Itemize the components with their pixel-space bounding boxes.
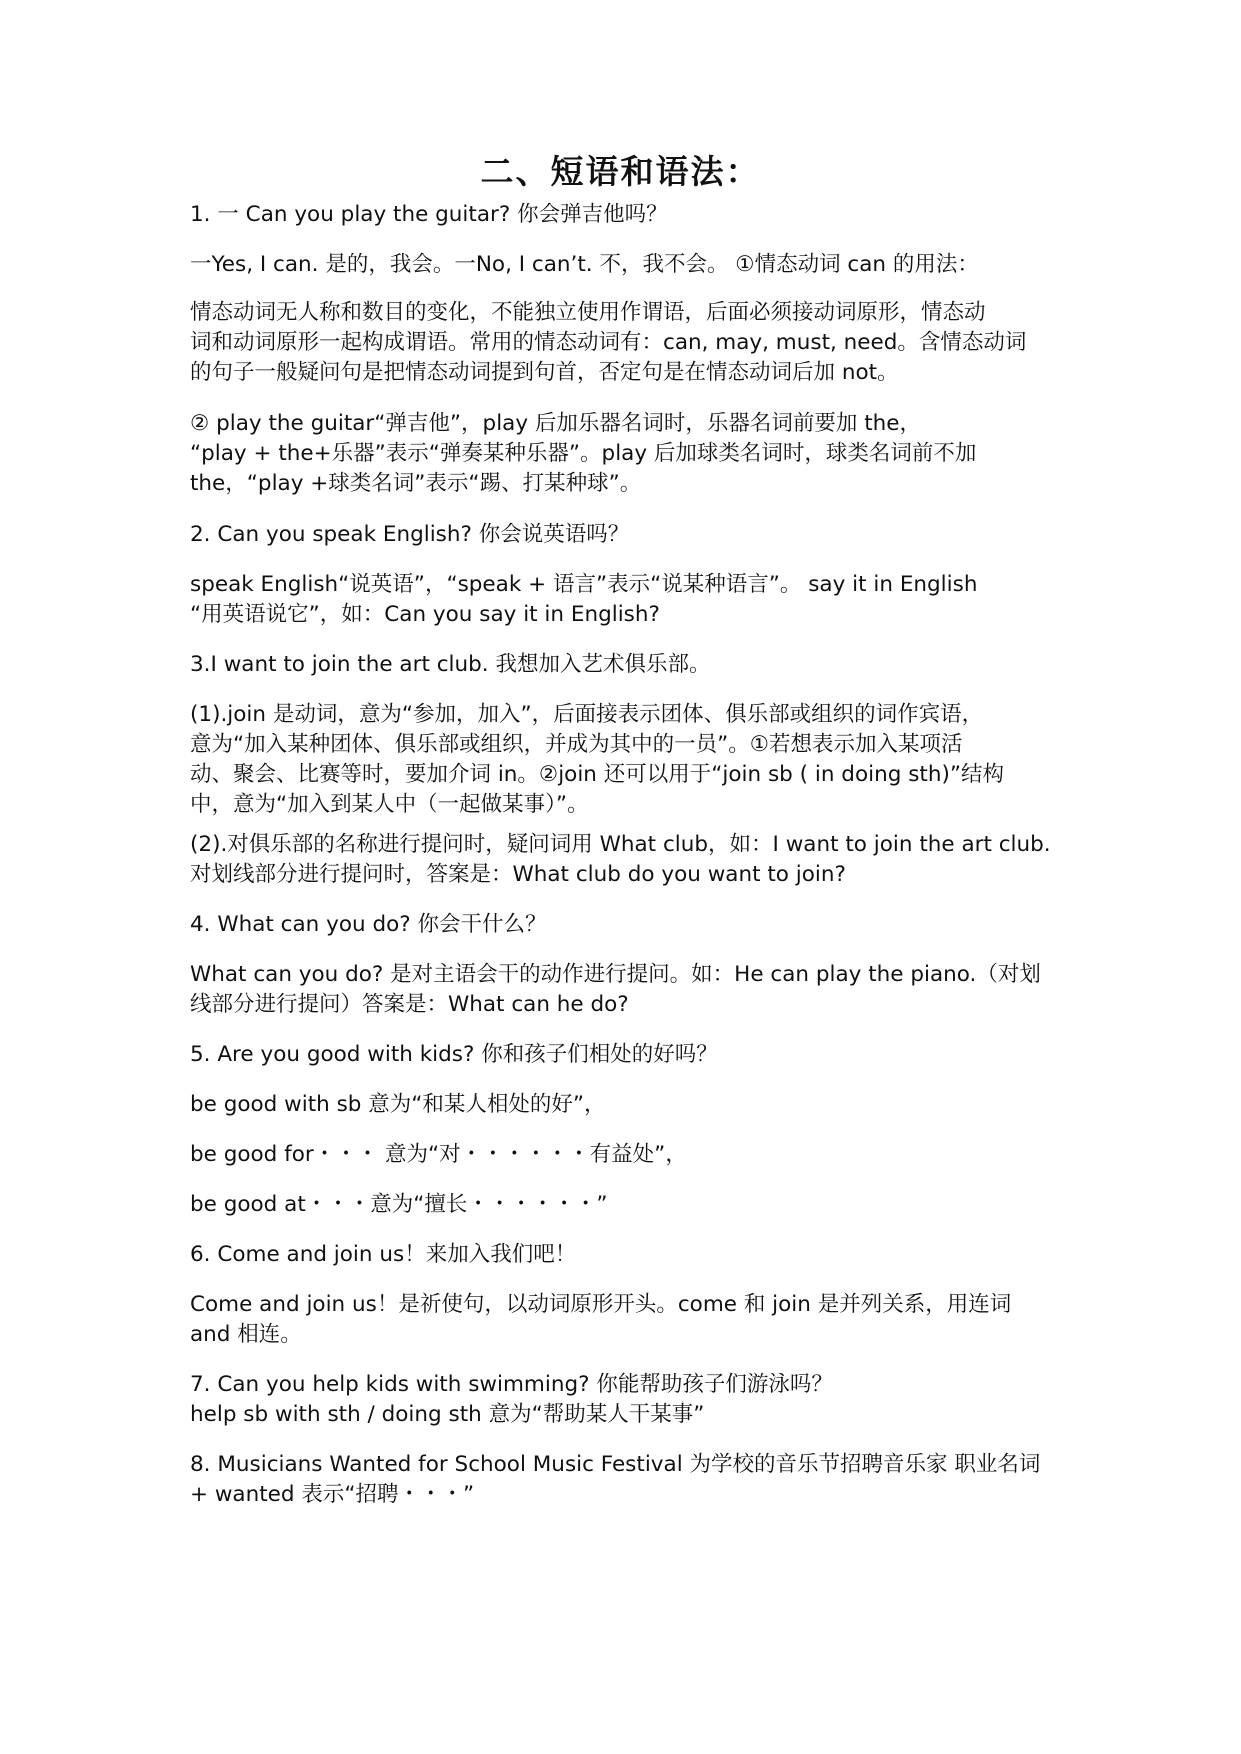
paragraph-line: 线部分进行提问）答案是：What can he do? [190,992,629,1017]
paragraph-line: “用英语说它”，如：Can you say it in English? [190,602,660,627]
paragraph-8 [190,700,1070,820]
paragraph-line: “play + the+乐器”表示“弹奏某种乐器”。play 后加球类名词时，球类名词前不加 [190,441,977,466]
paragraph-line: + wanted 表示“招聘・・・” [190,1482,475,1507]
paragraph-16 [190,1240,1070,1270]
paragraph-9 [190,830,1070,890]
paragraph-line: 情态动词无人称和数目的变化，不能独立使用作谓语，后面必须接动词原形，情态动 [190,300,986,325]
paragraph-15 [190,1190,1070,1220]
paragraph-4 [190,409,1070,499]
paragraph-line: (2).对俱乐部的名称进行提问时，疑问词用 What club，如：I want to join the art club. [190,832,1051,857]
paragraph-line: and 相连。 [190,1322,302,1347]
paragraph-line: 词和动词原形一起构成谓语。常用的情态动词有：can, may, must, need。含情态动词 [190,330,1027,355]
paragraph-line: Come and join us！是祈使句，以动词原形开头。come 和 join 是并列关系，用连词 [190,1292,1012,1317]
paragraph-line: What can you do? 是对主语会干的动作进行提问。如：He can play the piano.（对划 [190,962,1041,987]
paragraph-line: be good at・・・意为“擅长・・・・・・” [190,1192,608,1217]
paragraph-line: be good with sb 意为“和某人相处的好”， [190,1092,606,1117]
paragraph-line: 6. Come and join us！来加入我们吧！ [190,1242,577,1267]
paragraph-6 [190,570,1070,630]
paragraph-19 [190,1450,1070,1510]
paragraph-line: 4. What can you do? 你会干什么？ [190,912,547,937]
paragraph-line: 一Yes, I can. 是的，我会。一No, I can’t. 不，我不会。 ①情态动词 can 的用法： [190,252,979,277]
paragraph-2 [190,250,1070,280]
paragraph-line: 对划线部分进行提问时，答案是：What club do you want to join? [190,862,846,887]
paragraph-line: 意为“加入某种团体、俱乐部或组织，并成为其中的一员”。①若想表示加入某项活 [190,732,963,757]
paragraph-line: 1. 一 Can you play the guitar? 你会弹吉他吗？ [190,202,668,227]
paragraph-line: 3.I want to join the art club. 我想加入艺术俱乐部。 [190,652,711,677]
paragraph-line: (1).join 是动词，意为“参加，加入”，后面接表示团体、俱乐部或组织的词作宾语， [190,702,984,727]
paragraph-1 [190,200,1070,230]
paragraph-line: the，“play +球类名词”表示“踢、打某种球”。 [190,471,642,496]
paragraph-line: 的句子一般疑问句是把情态动词提到句首，否定句是在情态动词后加 not。 [190,360,899,385]
paragraph-line: 中，意为“加入到某人中（一起做某事）”。 [190,792,589,817]
paragraph-line: 8. Musicians Wanted for School Music Festival 为学校的音乐节招聘音乐家 职业名词 [190,1452,1041,1477]
paragraph-line: 动、聚会、比赛等时，要加介词 in。②join 还可以用于“join sb ( in doing sth)”结构 [190,762,1004,787]
paragraph-17 [190,1290,1070,1350]
paragraph-11 [190,960,1070,1020]
paragraph-18 [190,1370,1070,1430]
paragraph-7 [190,650,1070,680]
paragraph-10 [190,910,1070,940]
paragraph-5 [190,520,1070,550]
paragraph-line: 7. Can you help kids with swimming? 你能帮助孩子们游泳吗？ [190,1372,833,1397]
section-title: 二、短语和语法： [480,152,761,191]
paragraph-line: be good for・・・ 意为“对・・・・・・有益处”， [190,1142,687,1167]
paragraph-12 [190,1040,1070,1070]
paragraph-13 [190,1090,1070,1120]
paragraph-14 [190,1140,1070,1170]
paragraph-line: 2. Can you speak English? 你会说英语吗？ [190,522,630,547]
paragraph-line: help sb with sth / doing sth 意为“帮助某人干某事” [190,1402,705,1427]
paragraph-line: 5. Are you good with kids? 你和孩子们相处的好吗？ [190,1042,718,1067]
paragraph-line: ② play the guitar“弹吉他”，play 后加乐器名词时，乐器名词前要加 the， [190,411,922,436]
paragraph-line: speak English“说英语”，“speak + 语言”表示“说某种语言”。 say it in English [190,572,978,597]
paragraph-3 [190,298,1070,388]
